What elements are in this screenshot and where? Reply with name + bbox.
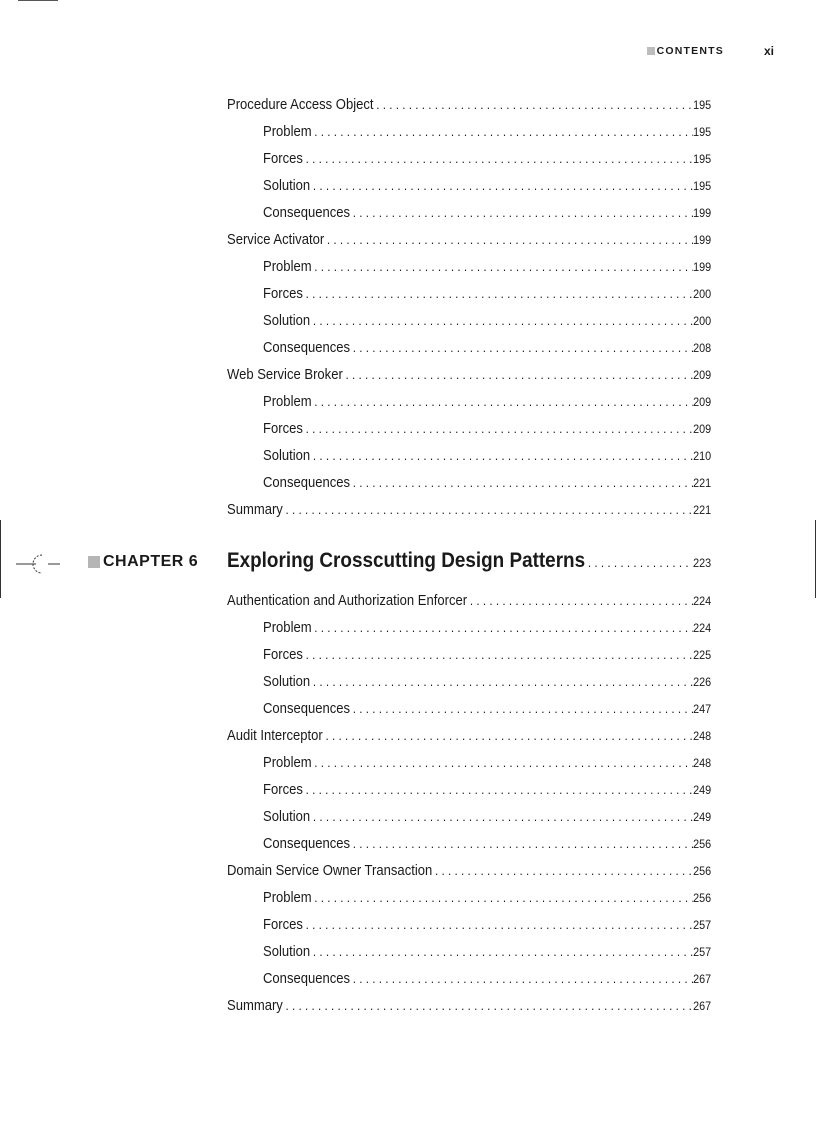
toc-entry-page: 221	[693, 476, 712, 490]
toc-entry-title: Consequences	[263, 340, 351, 356]
toc-entry[interactable]	[227, 97, 711, 113]
toc-entry-page: 249	[693, 810, 712, 824]
toc-entry-title: Problem	[263, 890, 312, 906]
toc-entry[interactable]	[263, 782, 711, 798]
toc-entry[interactable]	[263, 809, 711, 825]
toc-entry[interactable]	[263, 340, 711, 356]
toc-entry-title: Problem	[263, 620, 312, 636]
toc-entry[interactable]	[263, 674, 711, 690]
toc-entry[interactable]	[263, 755, 711, 771]
toc-entry-page: 249	[693, 783, 712, 797]
section-heading	[647, 45, 724, 57]
dot-leader	[312, 124, 694, 139]
toc-entry-title: Solution	[263, 944, 311, 960]
toc-entry[interactable]	[263, 917, 711, 933]
section-label: CONTENTS	[656, 45, 724, 57]
toc-entry[interactable]	[263, 836, 711, 852]
toc-entry-page: 209	[693, 368, 712, 382]
dot-leader	[432, 863, 693, 878]
dot-leader	[312, 755, 694, 770]
toc-entry-page: 247	[693, 702, 712, 716]
dot-leader	[303, 917, 693, 932]
toc-entry[interactable]	[263, 475, 711, 491]
toc-entry[interactable]	[227, 998, 711, 1014]
toc-entry-page: 209	[693, 395, 712, 409]
dot-leader	[303, 647, 693, 662]
dot-leader	[283, 502, 693, 517]
toc-entry-page: 200	[693, 314, 712, 328]
toc-entry[interactable]	[227, 863, 711, 879]
dot-leader	[312, 259, 694, 274]
toc-entry-page: 195	[693, 152, 712, 166]
toc-entry-page: 267	[693, 972, 712, 986]
toc-entry[interactable]	[263, 701, 711, 717]
dot-leader	[310, 809, 693, 824]
toc-entry-page: 224	[693, 621, 712, 635]
dot-leader	[312, 620, 694, 635]
toc-entry-page: 210	[693, 449, 712, 463]
toc-entry-title: Solution	[263, 809, 311, 825]
toc-entry-page: 199	[693, 260, 712, 274]
toc-entry[interactable]	[263, 205, 711, 221]
toc-entry-page: 199	[693, 206, 712, 220]
toc-entry-title: Problem	[263, 259, 312, 275]
dot-leader	[312, 394, 694, 409]
page-number: xi	[763, 44, 774, 58]
dot-leader	[303, 782, 693, 797]
toc-entry-title: Consequences	[263, 836, 351, 852]
toc-entry-title: Forces	[263, 917, 303, 933]
toc-entry-title: Forces	[263, 151, 303, 167]
toc-entry-page: 257	[693, 945, 712, 959]
toc-entry-title: Consequences	[263, 205, 351, 221]
dot-leader	[350, 205, 693, 220]
toc-entry-page: 256	[693, 837, 712, 851]
chapter-title: Exploring Crosscutting Design Patterns	[227, 549, 586, 572]
toc-entry-page: 256	[693, 891, 712, 905]
toc-entry-title: Solution	[263, 178, 311, 194]
toc-entry-title: Problem	[263, 124, 312, 140]
chapter-page: 223	[693, 556, 712, 570]
dot-leader	[303, 421, 693, 436]
square-bullet-icon	[647, 47, 655, 55]
dot-leader	[374, 97, 694, 112]
dot-leader	[303, 151, 693, 166]
toc-entry-page: 248	[693, 756, 712, 770]
toc-entry[interactable]	[263, 286, 711, 302]
toc-entry[interactable]	[263, 944, 711, 960]
toc-entry[interactable]	[263, 151, 711, 167]
toc-entry-title: Forces	[263, 782, 303, 798]
toc-entry-page: 267	[693, 999, 712, 1013]
toc-entry-title: Service Activator	[227, 232, 325, 248]
square-bullet-icon	[88, 556, 100, 568]
dot-leader	[303, 286, 693, 301]
dot-leader	[310, 178, 693, 193]
toc-entry-page: 248	[693, 729, 712, 743]
toc-entry[interactable]	[263, 971, 711, 987]
toc-entry-title: Solution	[263, 448, 311, 464]
dot-leader	[283, 998, 693, 1013]
toc-entry-title: Forces	[263, 647, 303, 663]
dot-leader	[310, 448, 693, 463]
toc-entry[interactable]	[263, 313, 711, 329]
dot-leader	[310, 313, 693, 328]
running-header	[647, 44, 774, 58]
toc-entry-title: Problem	[263, 755, 312, 771]
toc-entry[interactable]	[263, 259, 711, 275]
chapter-number: CHAPTER 6	[103, 553, 199, 570]
dot-leader	[312, 890, 694, 905]
toc-entry[interactable]	[263, 124, 711, 140]
toc-entry-title: Summary	[227, 502, 283, 518]
toc-entry[interactable]	[227, 593, 711, 609]
toc-entry-title: Audit Interceptor	[227, 728, 323, 744]
toc-entry-title: Consequences	[263, 701, 351, 717]
toc-entry-page: 225	[693, 648, 712, 662]
toc-entry-page: 200	[693, 287, 712, 301]
toc-entry[interactable]	[227, 367, 711, 383]
dot-leader	[310, 944, 693, 959]
dot-leader	[350, 701, 693, 716]
toc-entry[interactable]	[263, 448, 711, 464]
toc-entry-page: 199	[693, 233, 712, 247]
toc-entry[interactable]	[227, 502, 711, 518]
toc-entry-title: Authentication and Authorization Enforcer	[227, 593, 468, 609]
dot-leader	[323, 728, 693, 743]
toc-entry-page: 226	[693, 675, 712, 689]
dot-leader	[343, 367, 693, 382]
toc-entry-title: Solution	[263, 674, 311, 690]
dot-leader	[585, 555, 693, 570]
toc-entry-page: 195	[693, 125, 712, 139]
toc-entry-page: 224	[693, 594, 712, 608]
toc-entry-title: Web Service Broker	[227, 367, 343, 383]
toc-entry[interactable]	[227, 232, 711, 248]
dot-leader	[467, 593, 693, 608]
toc-entry[interactable]	[263, 647, 711, 663]
toc-entry-page: 208	[693, 341, 712, 355]
toc-entry-title: Consequences	[263, 475, 351, 491]
chapter-label	[88, 553, 198, 571]
toc-entry-page: 195	[693, 98, 712, 112]
toc-entry[interactable]	[263, 178, 711, 194]
toc-entry[interactable]	[263, 394, 711, 410]
toc-entry-title: Problem	[263, 394, 312, 410]
dot-leader	[310, 674, 693, 689]
toc-entry[interactable]	[263, 620, 711, 636]
toc-entry-page: 256	[693, 864, 712, 878]
registration-mark-icon	[14, 552, 64, 576]
crop-mark-left	[0, 520, 1, 598]
dot-leader	[350, 836, 693, 851]
toc-entry-title: Consequences	[263, 971, 351, 987]
toc-entry[interactable]	[227, 728, 711, 744]
dot-leader	[350, 340, 693, 355]
toc-entry-title: Summary	[227, 998, 283, 1014]
toc-entry[interactable]	[263, 421, 711, 437]
toc-entry-title: Procedure Access Object	[227, 97, 374, 113]
toc-entry-page: 195	[693, 179, 712, 193]
dot-leader	[350, 971, 693, 986]
toc-entry-title: Forces	[263, 421, 303, 437]
toc-entry-page: 209	[693, 422, 712, 436]
toc-entry[interactable]	[263, 890, 711, 906]
toc-entry-title: Domain Service Owner Transaction	[227, 863, 433, 879]
top-rule	[18, 0, 58, 1]
toc-entry-title: Solution	[263, 313, 311, 329]
toc-entry-title: Forces	[263, 286, 303, 302]
dot-leader	[350, 475, 693, 490]
toc-entry-page: 221	[693, 503, 712, 517]
toc-entry-page: 257	[693, 918, 712, 932]
chapter-title-entry[interactable]	[227, 549, 711, 573]
dot-leader	[324, 232, 693, 247]
